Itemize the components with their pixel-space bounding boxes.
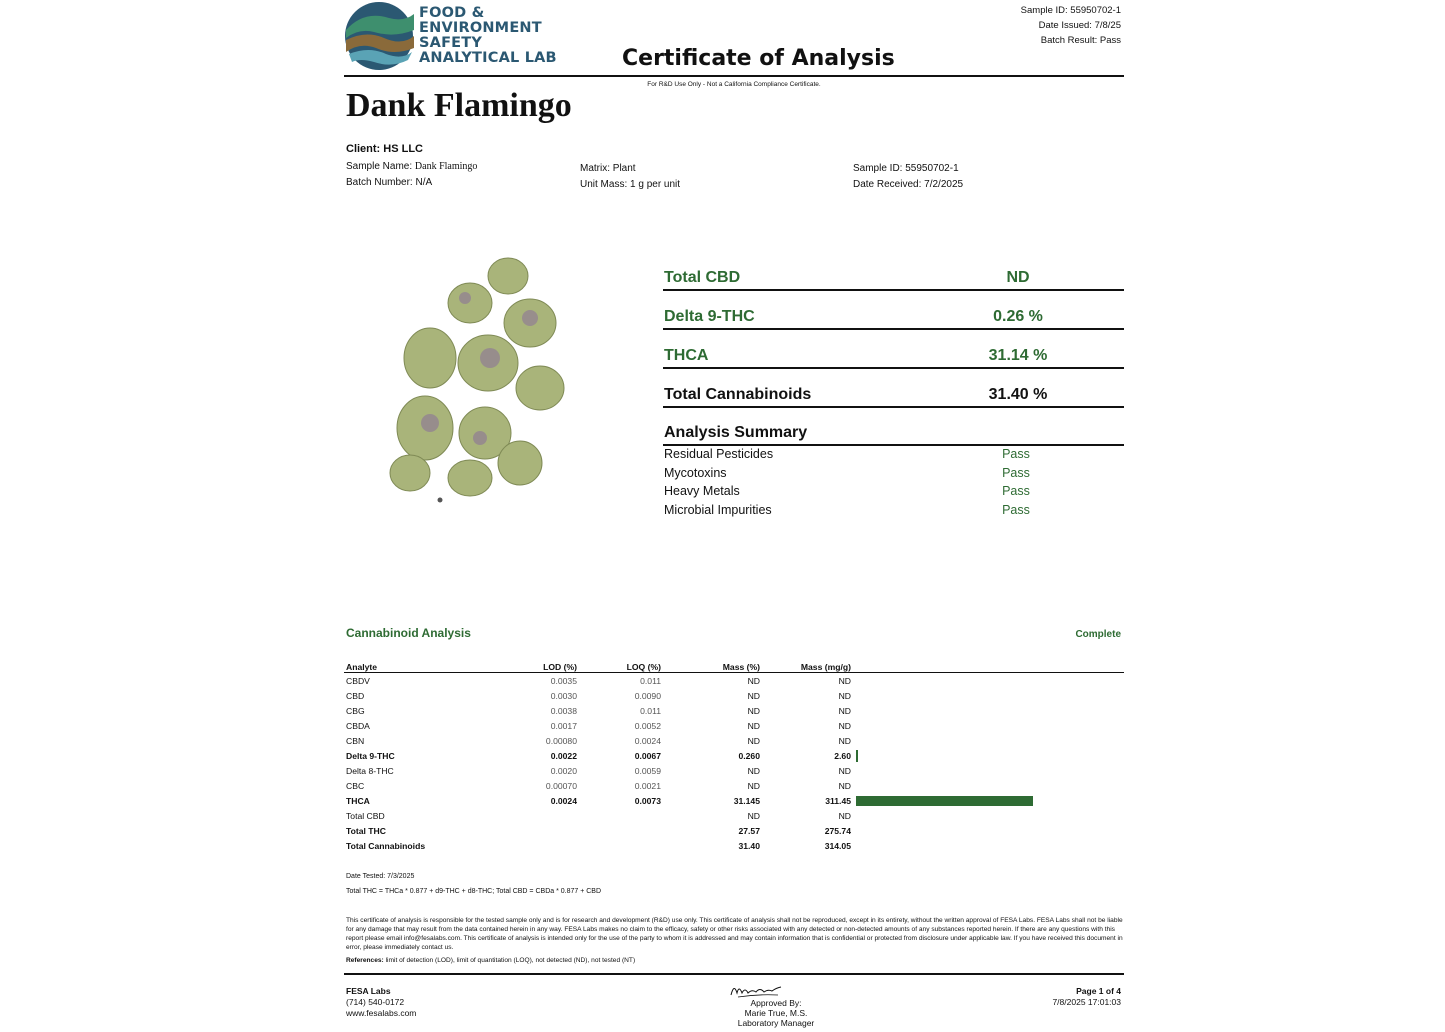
references-text: limit of detection (LOD), limit of quantitation (LOQ), not detected (ND), not tested (NT) xyxy=(383,957,636,964)
cell-lod: 0.0017 xyxy=(550,720,577,731)
cell-mass-pct: ND xyxy=(747,705,760,716)
cell-mass-pct: ND xyxy=(747,765,760,776)
analysis-item-result: Pass xyxy=(1002,484,1030,498)
product-name: Dank Flamingo xyxy=(346,87,572,124)
summary-value: 31.14 % xyxy=(988,347,1048,364)
cell-lod: 0.00070 xyxy=(545,780,577,791)
summary-row-total-cannabinoids xyxy=(663,375,1124,408)
cell-bar xyxy=(851,838,1124,853)
cell-analyte: Total Cannabinoids xyxy=(346,840,426,851)
cell-loq: 0.011 xyxy=(640,675,661,686)
column-header: Mass (%) xyxy=(661,659,760,673)
cell-bar xyxy=(851,748,1124,763)
cell-lod: 0.0022 xyxy=(550,750,577,761)
cell-loq: 0.0067 xyxy=(634,750,661,761)
rd-note: For R&D Use Only - Not a California Compliance Certificate. xyxy=(647,81,821,88)
references-label: References: xyxy=(346,957,384,964)
sample-id: Sample ID: 55950702-1 xyxy=(853,163,959,174)
sample-name-label: Sample Name: xyxy=(346,161,413,172)
cell-analyte: CBDA xyxy=(346,720,370,731)
analysis-item-label: Residual Pesticides xyxy=(664,447,774,461)
matrix: Matrix: Plant xyxy=(580,163,636,174)
cell-bar xyxy=(851,688,1124,703)
cell-lod: 0.0020 xyxy=(550,765,577,776)
cell-mass-pct: 31.40 xyxy=(738,840,760,851)
summary-label: Total CBD xyxy=(664,269,741,286)
cell-bar xyxy=(851,808,1124,823)
cell-mass-pct: 31.145 xyxy=(733,795,760,806)
cell-mass-pct: 0.260 xyxy=(738,750,760,761)
analysis-summary-title: Analysis Summary xyxy=(664,424,808,441)
header-meta xyxy=(1021,3,1121,48)
report-timestamp: 7/8/2025 17:01:03 xyxy=(1052,997,1121,1007)
cell-lod: 0.0030 xyxy=(550,690,577,701)
header-divider xyxy=(344,75,1124,77)
cell-analyte: CBN xyxy=(346,735,365,746)
page-title: Certificate of Analysis xyxy=(622,46,895,71)
summary-label: Total Cannabinoids xyxy=(664,386,812,403)
footer-divider xyxy=(344,973,1124,975)
cell-bar xyxy=(851,763,1124,778)
logo-text xyxy=(419,6,557,66)
analysis-item-result: Pass xyxy=(1002,447,1030,461)
summary-value: ND xyxy=(1006,269,1030,286)
cell-lod: 0.0024 xyxy=(550,795,577,806)
cell-mass-pct: ND xyxy=(747,690,760,701)
cell-loq xyxy=(577,808,661,823)
cell-mass-pct: ND xyxy=(747,675,760,686)
logo-line: ANALYTICAL LAB xyxy=(419,50,557,66)
date-tested: Date Tested: 7/3/2025 xyxy=(346,873,415,880)
cell-bar xyxy=(851,703,1124,718)
table-row xyxy=(344,808,1124,823)
analysis-item-label: Mycotoxins xyxy=(664,466,727,480)
cell-loq: 0.0090 xyxy=(634,690,661,701)
sample-name-value: Dank Flamingo xyxy=(414,161,478,172)
cell-loq xyxy=(577,823,661,838)
cell-mass-mg: ND xyxy=(838,675,851,686)
unit-mass: Unit Mass: 1 g per unit xyxy=(580,179,681,190)
summary-row-thca xyxy=(663,336,1124,369)
cell-lod xyxy=(514,808,577,823)
cell-loq: 0.0021 xyxy=(634,780,661,791)
footer-website: www.fesalabs.com xyxy=(346,1008,417,1018)
cell-analyte: Total CBD xyxy=(346,810,385,821)
table-header-row xyxy=(344,659,1124,673)
mass-bar xyxy=(856,750,858,762)
summary-row-total-cbd xyxy=(663,258,1124,291)
signature-image xyxy=(728,981,784,999)
cannabinoid-analysis-title: Cannabinoid Analysis xyxy=(346,626,471,640)
table-row xyxy=(344,763,1124,778)
cell-analyte: Delta 8-THC xyxy=(346,765,394,776)
cannabinoid-table xyxy=(344,659,1124,853)
summary-value: 31.40 % xyxy=(988,386,1048,403)
cell-bar xyxy=(851,673,1124,689)
column-header: LOQ (%) xyxy=(577,659,661,673)
cell-mass-mg: ND xyxy=(838,780,851,791)
cell-mass-pct: ND xyxy=(747,735,760,746)
table-row xyxy=(344,673,1124,689)
formula-note: Total THC = THCa * 0.877 + d9-THC + d8-THC; Total CBD = CBDa * 0.877 + CBD xyxy=(346,888,602,895)
cell-mass-pct: ND xyxy=(747,780,760,791)
cell-analyte: Delta 9-THC xyxy=(346,750,395,761)
cell-mass-mg: ND xyxy=(838,735,851,746)
cell-analyte: Total THC xyxy=(346,825,386,836)
header-date-issued: Date Issued: 7/8/25 xyxy=(1038,20,1121,31)
header-batch-result: Batch Result: Pass xyxy=(1040,35,1121,46)
footer-right xyxy=(1052,986,1121,1008)
approver-title: Laboratory Manager xyxy=(737,1018,815,1028)
table-row xyxy=(344,838,1124,853)
cell-bar xyxy=(851,823,1124,838)
cell-loq: 0.0073 xyxy=(634,795,661,806)
logo-line: SAFETY xyxy=(419,35,483,51)
approver-name: Marie True, M.S. xyxy=(744,1008,808,1018)
column-header: Mass (mg/g) xyxy=(760,659,851,673)
cell-lod: 0.00080 xyxy=(545,735,577,746)
cell-analyte: CBD xyxy=(346,690,365,701)
cell-mass-pct: 27.57 xyxy=(738,825,760,836)
table-row xyxy=(344,823,1124,838)
footer-left xyxy=(346,986,416,1019)
analysis-item-result: Pass xyxy=(1002,503,1030,517)
cannabinoid-analysis-status: Complete xyxy=(1075,629,1121,640)
cell-loq: 0.0059 xyxy=(634,765,661,776)
table-row xyxy=(344,718,1124,733)
footer-phone: (714) 540-0172 xyxy=(346,997,405,1007)
footer-approval xyxy=(676,998,876,1028)
cell-mass-pct: ND xyxy=(747,720,760,731)
cell-mass-pct: ND xyxy=(747,810,760,821)
cell-analyte: THCA xyxy=(346,795,370,806)
summary-label: THCA xyxy=(664,347,709,364)
cell-bar xyxy=(851,733,1124,748)
column-header: LOD (%) xyxy=(514,659,577,673)
column-header-bar xyxy=(851,659,1124,673)
cell-mass-mg: 2.60 xyxy=(834,750,851,761)
product-photo xyxy=(370,248,610,518)
logo-line: FOOD & xyxy=(419,5,485,21)
analysis-item-result: Pass xyxy=(1002,466,1030,480)
summary-value: 0.26 % xyxy=(993,308,1043,325)
cell-mass-mg: ND xyxy=(838,705,851,716)
header-sample-id: Sample ID: 55950702-1 xyxy=(1020,5,1121,16)
cell-analyte: CBDV xyxy=(346,675,370,686)
disclaimer: This certificate of analysis is responsible for the tested sample only and is for research and development (R&D) use only. This certificate of analysis shall not be reproduced, except in its entirety, without the written approval of FESA Labs. FESA Labs shall not be liable for any damage that may result from the data contained herein in any way. FESA Labs makes no claim to the efficacy, safety or other risks associated with any detected or non-detected amounts of any substances reported herein. If there are any questions with this report please email info@fesalabs.com. This certificate of analysis is intended only for the use of the party to whom it is addressed and may contain information that is confidential or protected from disclosure under applicable law. If you have received this document in error, please immediately contact us. xyxy=(346,917,1123,951)
table-row xyxy=(344,748,1124,763)
cell-mass-mg: ND xyxy=(838,690,851,701)
summary-label: Delta 9-THC xyxy=(664,308,755,325)
logo-line: ENVIRONMENT xyxy=(419,20,542,36)
cell-bar xyxy=(851,718,1124,733)
analysis-item-label: Heavy Metals xyxy=(664,484,740,498)
cell-mass-mg: ND xyxy=(838,765,851,776)
analysis-item-label: Microbial Impurities xyxy=(664,503,772,517)
cell-analyte: CBG xyxy=(346,705,365,716)
column-header: Analyte xyxy=(344,659,514,673)
cell-lod: 0.0038 xyxy=(550,705,577,716)
cell-mass-mg: ND xyxy=(838,720,851,731)
cell-lod xyxy=(514,823,577,838)
client-name: Client: HS LLC xyxy=(346,143,423,155)
cell-mass-mg: ND xyxy=(838,810,851,821)
cell-bar xyxy=(851,778,1124,793)
cell-bar xyxy=(851,793,1124,808)
cell-mass-mg: 314.05 xyxy=(824,840,851,851)
table-row xyxy=(344,793,1124,808)
cell-loq xyxy=(577,838,661,853)
table-row xyxy=(344,688,1124,703)
table-row xyxy=(344,703,1124,718)
table-body xyxy=(344,673,1124,854)
page-number: Page 1 of 4 xyxy=(1076,986,1121,996)
summary-row-delta9-thc xyxy=(663,297,1124,330)
cell-lod: 0.0035 xyxy=(550,675,577,686)
sample-name xyxy=(346,161,477,172)
table-row xyxy=(344,778,1124,793)
mass-bar xyxy=(856,796,1033,806)
cell-mass-mg: 275.74 xyxy=(824,825,851,836)
cell-lod xyxy=(514,838,577,853)
cell-mass-mg: 311.45 xyxy=(825,795,851,806)
footer-lab-name: FESA Labs xyxy=(346,986,391,996)
table-row xyxy=(344,733,1124,748)
references xyxy=(346,957,635,964)
cell-loq: 0.011 xyxy=(640,705,661,716)
date-received: Date Received: 7/2/2025 xyxy=(853,179,964,190)
cell-loq: 0.0024 xyxy=(634,735,661,746)
analysis-summary-heading xyxy=(663,414,1124,446)
batch-number: Batch Number: N/A xyxy=(346,177,433,188)
cell-loq: 0.0052 xyxy=(634,720,661,731)
cell-analyte: CBC xyxy=(346,780,365,791)
approved-by-label: Approved By: xyxy=(750,998,802,1008)
